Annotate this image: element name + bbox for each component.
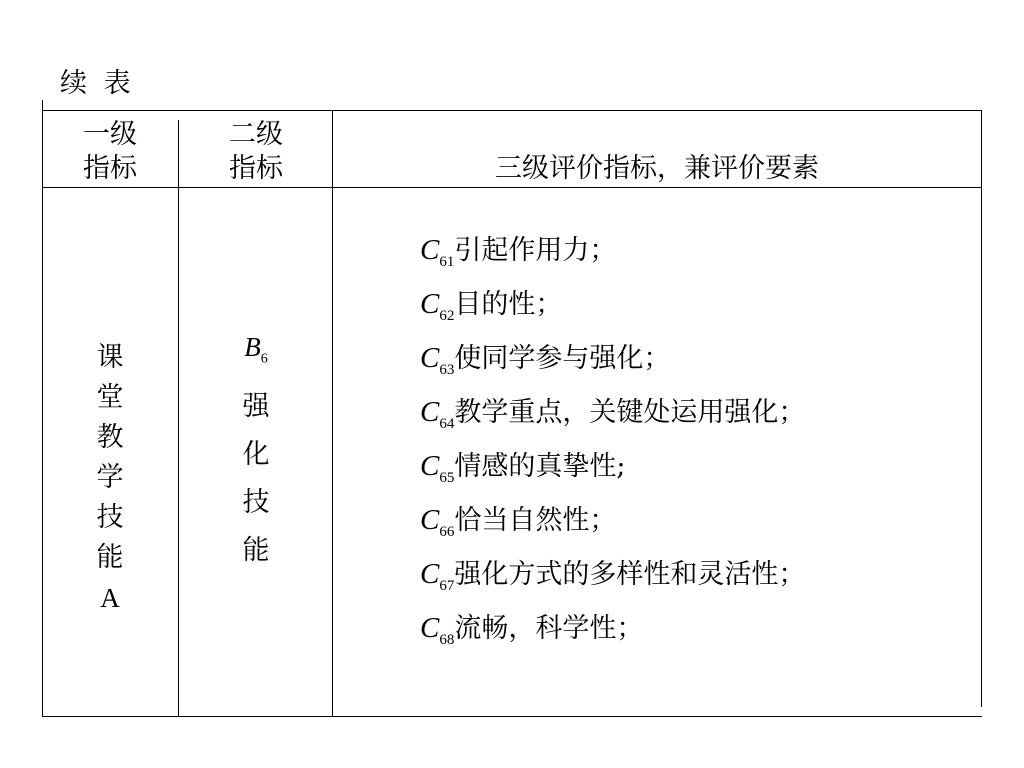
- item-code-sub: 62: [439, 308, 455, 324]
- level2-char: 能: [242, 535, 270, 567]
- table-caption: 续 表: [60, 68, 135, 99]
- item-text: 情感的真挚性;: [454, 451, 626, 482]
- level1-code: A: [100, 583, 120, 613]
- header-level1: [44, 118, 176, 186]
- list-item: [420, 335, 805, 389]
- item-text: 引起作用力；: [454, 235, 617, 266]
- list-item: [420, 443, 805, 497]
- item-text: 强化方式的多样性和灵活性；: [454, 559, 806, 590]
- list-item: [420, 281, 805, 335]
- item-code-sub: 64: [439, 416, 455, 432]
- level1-char: 教: [96, 422, 124, 453]
- item-code: C: [420, 396, 440, 428]
- level2-indicator: [234, 323, 278, 575]
- level2-code-letter: B: [244, 332, 261, 362]
- table-top-border: [42, 110, 982, 111]
- list-item: [420, 227, 805, 281]
- item-text: 流畅，科学性；: [454, 613, 644, 644]
- column-divider-2: [332, 111, 333, 717]
- header-level1-line1: 一级: [83, 119, 137, 150]
- item-text: 使同学参与强化；: [454, 343, 671, 374]
- item-code: C: [420, 558, 440, 590]
- item-code: C: [420, 342, 440, 374]
- level2-code: [244, 323, 268, 383]
- list-item: [420, 605, 805, 659]
- level1-char: 技: [96, 502, 124, 533]
- level2-char: 强: [242, 391, 270, 423]
- level1-indicator: [88, 338, 132, 618]
- level1-char: 堂: [96, 382, 124, 413]
- item-code: C: [420, 450, 440, 482]
- level1-char: 学: [96, 462, 124, 493]
- item-code-sub: 67: [439, 578, 455, 594]
- level2-char: 技: [242, 487, 270, 519]
- list-item: [420, 389, 805, 443]
- header-level1-line2: 指标: [83, 153, 137, 184]
- item-code-sub: 68: [439, 632, 455, 648]
- item-code: C: [420, 234, 440, 266]
- level3-item-list: [420, 227, 805, 659]
- table-right-border: [981, 111, 982, 707]
- level2-char: 化: [242, 439, 270, 471]
- item-code: C: [420, 504, 440, 536]
- level1-char: 能: [96, 542, 124, 573]
- item-text: 恰当自然性；: [454, 505, 617, 536]
- level1-char: 课: [96, 342, 124, 373]
- header-level3: [334, 152, 980, 186]
- level2-code-sub: 6: [260, 351, 268, 367]
- item-code-sub: 61: [439, 254, 455, 270]
- item-code-sub: 66: [439, 524, 455, 540]
- item-code: C: [420, 612, 440, 644]
- header-level3-label: 三级评价指标，兼评价要素: [495, 153, 819, 184]
- item-text: 教学重点，关键处运用强化；: [454, 397, 806, 428]
- table-left-border: [42, 100, 43, 717]
- item-text: 目的性；: [454, 289, 563, 320]
- list-item: [420, 551, 805, 605]
- header-bottom-border: [42, 187, 982, 188]
- item-code: C: [420, 288, 440, 320]
- table-bottom-border: [42, 716, 982, 717]
- item-code-sub: 65: [439, 470, 455, 486]
- list-item: [420, 497, 805, 551]
- header-level2: [180, 118, 332, 186]
- header-level2-line2: 指标: [229, 153, 283, 184]
- item-code-sub: 63: [439, 362, 455, 378]
- column-divider-1: [178, 120, 179, 717]
- header-level2-line1: 二级: [229, 119, 283, 150]
